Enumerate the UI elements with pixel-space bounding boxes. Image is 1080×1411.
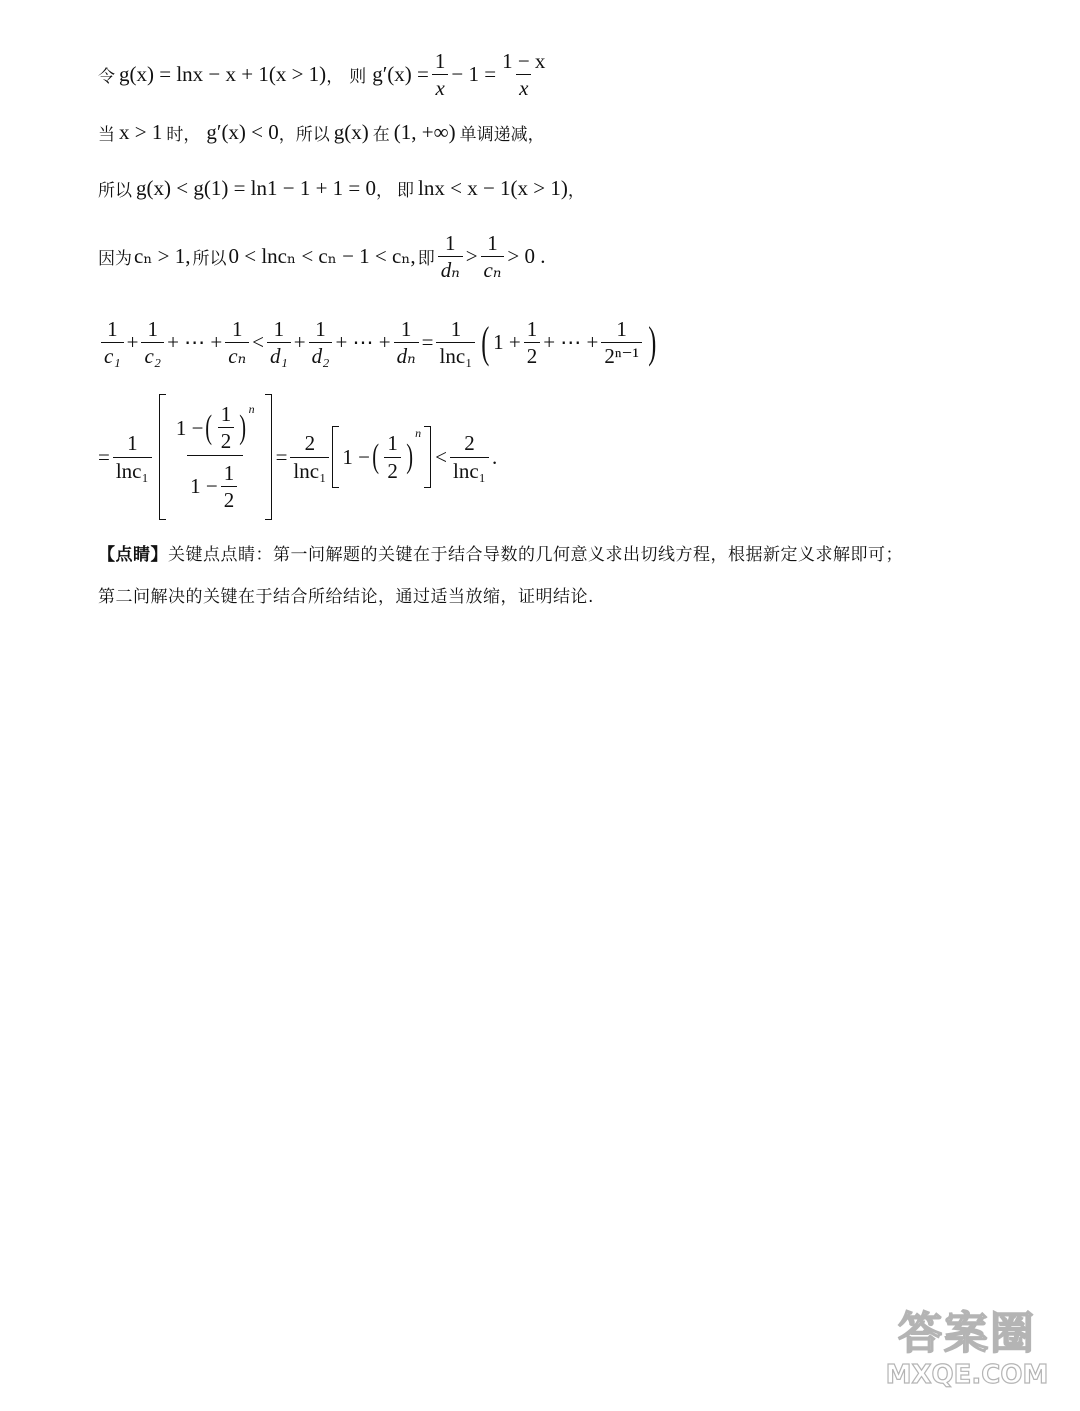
- numerator: 1: [273, 317, 285, 341]
- text: ，: [376, 181, 394, 201]
- fraction: [218, 403, 235, 452]
- fraction: [394, 318, 419, 367]
- math-expr: <: [252, 330, 264, 355]
- fraction: [141, 318, 164, 367]
- fraction: [436, 318, 475, 367]
- right-paren: ): [239, 408, 247, 446]
- line-1: [98, 50, 551, 99]
- comment-tag: 【点睛】: [98, 545, 168, 565]
- denominator: 2: [524, 342, 541, 367]
- line-4: [98, 232, 545, 281]
- math-expr: g(x) = lnx − x + 1(x > 1): [119, 62, 327, 87]
- fraction: [432, 50, 449, 99]
- left-paren: (: [481, 317, 490, 367]
- comment-line-1: [98, 540, 903, 565]
- numerator: 2: [304, 431, 316, 456]
- right-paren: ): [648, 317, 657, 367]
- text: 即: [397, 181, 415, 201]
- math-expr: =: [421, 330, 434, 355]
- denominator: [187, 455, 243, 511]
- fraction: [524, 318, 541, 367]
- math-expr: 1 +: [493, 330, 521, 355]
- math-expr: g′(x) < 0: [206, 120, 279, 144]
- math-expr: + ⋯ +: [543, 330, 599, 355]
- text: 所以: [98, 181, 132, 201]
- fraction: [481, 232, 505, 281]
- numerator: 1: [231, 317, 243, 341]
- denominator: dₙ: [394, 342, 419, 367]
- denominator: 2ⁿ⁻¹: [601, 342, 642, 367]
- math-expr: − 1 =: [451, 62, 497, 87]
- math-expr: 0 < lncₙ < cₙ − 1 < cₙ,: [228, 244, 416, 269]
- comment-text: 第二问解决的关键在于结合所给结论，通过适当放缩，证明结论.: [98, 587, 594, 607]
- numerator: 1 − x: [502, 49, 546, 73]
- text: ，所以: [278, 125, 330, 145]
- denominator: 2: [384, 457, 401, 482]
- numerator: 1: [147, 317, 159, 341]
- right-bracket: [265, 394, 272, 520]
- fraction: [384, 432, 401, 481]
- fraction: [221, 462, 238, 511]
- denominator: 2: [221, 486, 238, 511]
- numerator: 1: [526, 317, 538, 341]
- numerator: 2: [464, 431, 475, 456]
- numerator: [173, 403, 258, 454]
- text: 因为: [98, 249, 132, 270]
- denominator: x: [516, 74, 531, 99]
- comment-line-2: [98, 582, 594, 607]
- text: 时，: [166, 125, 201, 145]
- comment-text: 关键点点睛：第一问解题的关键在于结合导数的几何意义求出切线方程，根据新定义求解即可；: [168, 545, 903, 565]
- math-expr: (1, +∞): [393, 120, 456, 144]
- text: 在: [372, 125, 390, 145]
- square-bracket-group: [332, 426, 431, 488]
- denominator: d₂: [309, 342, 333, 367]
- denominator: lnc₁: [436, 342, 475, 367]
- fraction: [438, 232, 463, 281]
- exponent: n: [415, 426, 422, 440]
- watermark-url: MXQE.COM: [885, 1360, 1049, 1390]
- text: 当: [98, 125, 115, 145]
- numerator: 1: [434, 49, 446, 73]
- numerator: 1: [387, 431, 398, 456]
- left-paren: (: [372, 438, 380, 475]
- math-expr: g(x) < g(1) = ln1 − 1 + 1 = 0: [136, 176, 377, 200]
- math-expr: > 0 .: [507, 244, 546, 269]
- denominator: dₙ: [438, 256, 463, 281]
- numerator: 1: [223, 460, 235, 485]
- math-expr: 1 −: [175, 415, 204, 440]
- fraction: [601, 318, 642, 367]
- line-2: [98, 120, 545, 145]
- math-expr: g(x): [333, 120, 369, 144]
- denominator: c₂: [141, 342, 164, 367]
- numerator: 1: [450, 317, 462, 341]
- numerator: 1: [444, 231, 456, 255]
- denominator: 2: [218, 427, 235, 452]
- math-expr: 1 −: [342, 444, 370, 469]
- text: ，: [326, 67, 344, 88]
- numerator: 1: [487, 231, 498, 255]
- numerator: 1: [220, 402, 232, 427]
- fraction: [309, 318, 333, 367]
- numerator: 1: [400, 317, 412, 341]
- numerator: 1: [107, 317, 118, 341]
- math-expr: <: [435, 444, 447, 469]
- line-5: [98, 318, 660, 367]
- fraction: [173, 403, 258, 510]
- math-expr: cₙ > 1,: [134, 244, 191, 269]
- math-expr: lnx < x − 1(x > 1): [418, 176, 568, 200]
- text: 即: [417, 249, 435, 270]
- denominator: cₙ: [481, 256, 505, 281]
- fraction: [499, 50, 548, 99]
- math-expr: =: [275, 444, 288, 469]
- left-paren: (: [205, 408, 213, 446]
- text: 所以: [192, 249, 227, 270]
- math-expr: + ⋯ +: [335, 330, 391, 355]
- numerator: 1: [616, 317, 627, 341]
- left-bracket: [332, 426, 339, 488]
- denominator: lnc₁: [290, 457, 329, 482]
- fraction: [290, 432, 329, 481]
- math-expr: + ⋯ +: [167, 330, 223, 355]
- math-expr: x > 1: [119, 120, 163, 144]
- text: ，: [567, 181, 585, 201]
- line-3: [98, 176, 585, 201]
- fraction: [113, 432, 152, 481]
- watermark-logo: [882, 1309, 1052, 1397]
- math-expr: >: [465, 244, 478, 269]
- text: 则: [349, 67, 367, 88]
- left-bracket: [159, 394, 166, 520]
- right-paren: ): [406, 438, 413, 475]
- math-expr: =: [98, 444, 110, 469]
- text: 令: [98, 67, 115, 88]
- denominator: cₙ: [225, 342, 249, 367]
- denominator: d₁: [267, 342, 291, 367]
- math-expr: .: [491, 444, 498, 469]
- fraction: [101, 318, 124, 367]
- denominator: c₁: [101, 342, 124, 367]
- fraction: [225, 318, 249, 367]
- numerator: 1: [127, 431, 138, 456]
- watermark-title: 答案圈: [898, 1308, 1036, 1359]
- text: 单调递减，: [459, 125, 545, 145]
- plus-sign: +: [126, 330, 139, 355]
- numerator: 1: [315, 317, 326, 341]
- line-6: [98, 394, 497, 520]
- denominator: lnc₁: [450, 457, 489, 482]
- denominator: x: [432, 74, 447, 99]
- plus-sign: +: [293, 330, 306, 355]
- math-expr: g′(x) =: [372, 62, 429, 87]
- fraction: [450, 432, 489, 481]
- square-bracket-group: [159, 394, 272, 520]
- exponent: n: [248, 402, 255, 417]
- fraction: [267, 318, 291, 367]
- math-expr: 1 −: [190, 474, 218, 499]
- right-bracket: [424, 426, 431, 488]
- denominator: lnc₁: [113, 457, 152, 482]
